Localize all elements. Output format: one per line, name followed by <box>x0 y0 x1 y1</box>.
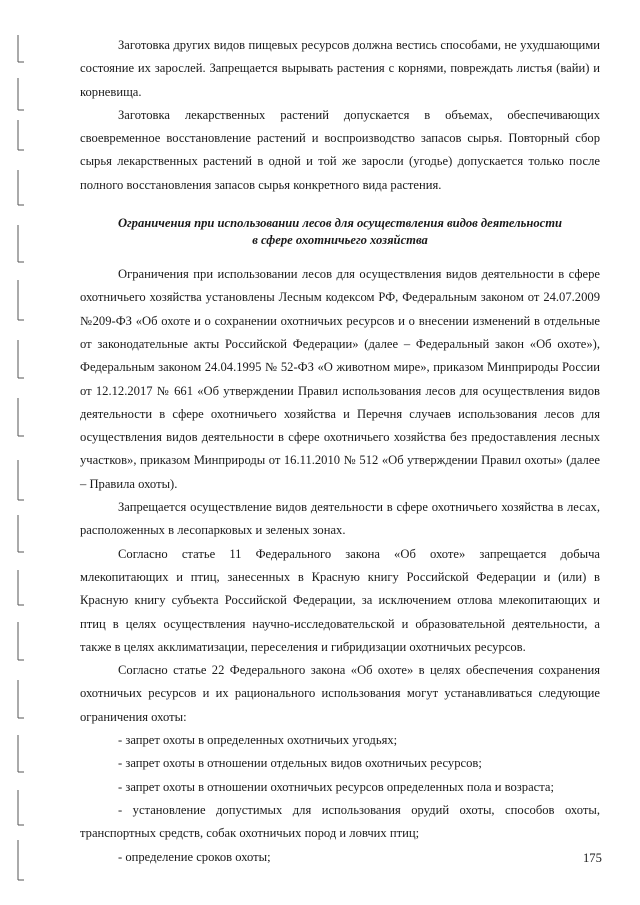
section-heading-line: в сфере охотничьего хозяйства <box>252 233 428 248</box>
page-body <box>80 34 600 869</box>
section-heading-line: Ограничения при использовании лесов для осуществления видов деятельности <box>117 216 563 231</box>
section-heading <box>80 215 600 249</box>
binding-edge-marks <box>0 0 40 905</box>
paragraph: Согласно статье 11 Федерального закона «Об охоте» запрещается добыча млекопитающих и птиц, занесенных в Красную книгу Российской Федерации и (или) в Красную книгу субъекта Российской Федерации, за исключением отлова млекопитающих и птиц в целях осуществления научно-исследовательской и образовательной деятельности, а также в целях акклиматизации, переселения и гибридизации охотничьих ресурсов. <box>80 546 600 654</box>
list-item: - определение сроков охоты; <box>118 849 271 864</box>
list-item: - установление допустимых для использования орудий охоты, способов охоты, транспортных средств, собак охотничьих пород и ловчих птиц; <box>80 802 600 841</box>
list-item: - запрет охоты в отношении охотничьих ресурсов определенных пола и возраста; <box>118 779 555 794</box>
list-item: - запрет охоты в отношении отдельных видов охотничьих ресурсов; <box>118 756 482 771</box>
paragraph: Заготовка лекарственных растений допускается в объемах, обеспечивающих своевременное восстановление растений и воспроизводство запасов сырья. Повторный сбор сырья лекарственных растений в одной и той же заросли (угодье) допускается только после полного восстановления запасов сырья конкретного вида растения. <box>80 107 600 192</box>
paragraph: Согласно статье 22 Федерального закона «Об охоте» в целях обеспечения сохранения охотничьих ресурсов и их рационального использования могут устанавливаться следующие ограничения охоты: <box>80 663 600 724</box>
paragraph: Ограничения при использовании лесов для осуществления видов деятельности в сфере охотничьего хозяйства установлены Лесным кодексом РФ, Федеральным законом от 24.07.2009 №209-ФЗ «Об охоте и о сохранении охотничьих ресурсов и о внесении изменений в отдельные от законодательные акты Российской Федерации» (далее – Федеральный закон «Об охоте»), Федеральным законом 24.04.1995 № 52-ФЗ «О животном мире», приказом Минприроды России от 12.12.2017 № 661 «Об утверждении Правил использования лесов для осуществления видов деятельности в сфере охотничьего хозяйства и Перечня случаев использования лесов для осуществления видов деятельности в сфере охотничьего хозяйства без предоставления лесных участков», приказом Минприроды от 16.11.2010 № 512 «Об утверждении Правил охоты» (далее – Правила охоты). <box>80 267 600 491</box>
paragraph: Заготовка других видов пищевых ресурсов должна вестись способами, не ухудшающими состояние их зарослей. Запрещается вырывать растения с корнями, повреждать листья (вайи) и корневища. <box>80 38 600 99</box>
paragraph: Запрещается осуществление видов деятельности в сфере охотничьего хозяйства в лесах, расположенных в лесопарковых и зеленых зонах. <box>80 500 600 538</box>
page-number: 175 <box>583 851 602 865</box>
list-item: - запрет охоты в определенных охотничьих угодьях; <box>118 733 398 748</box>
